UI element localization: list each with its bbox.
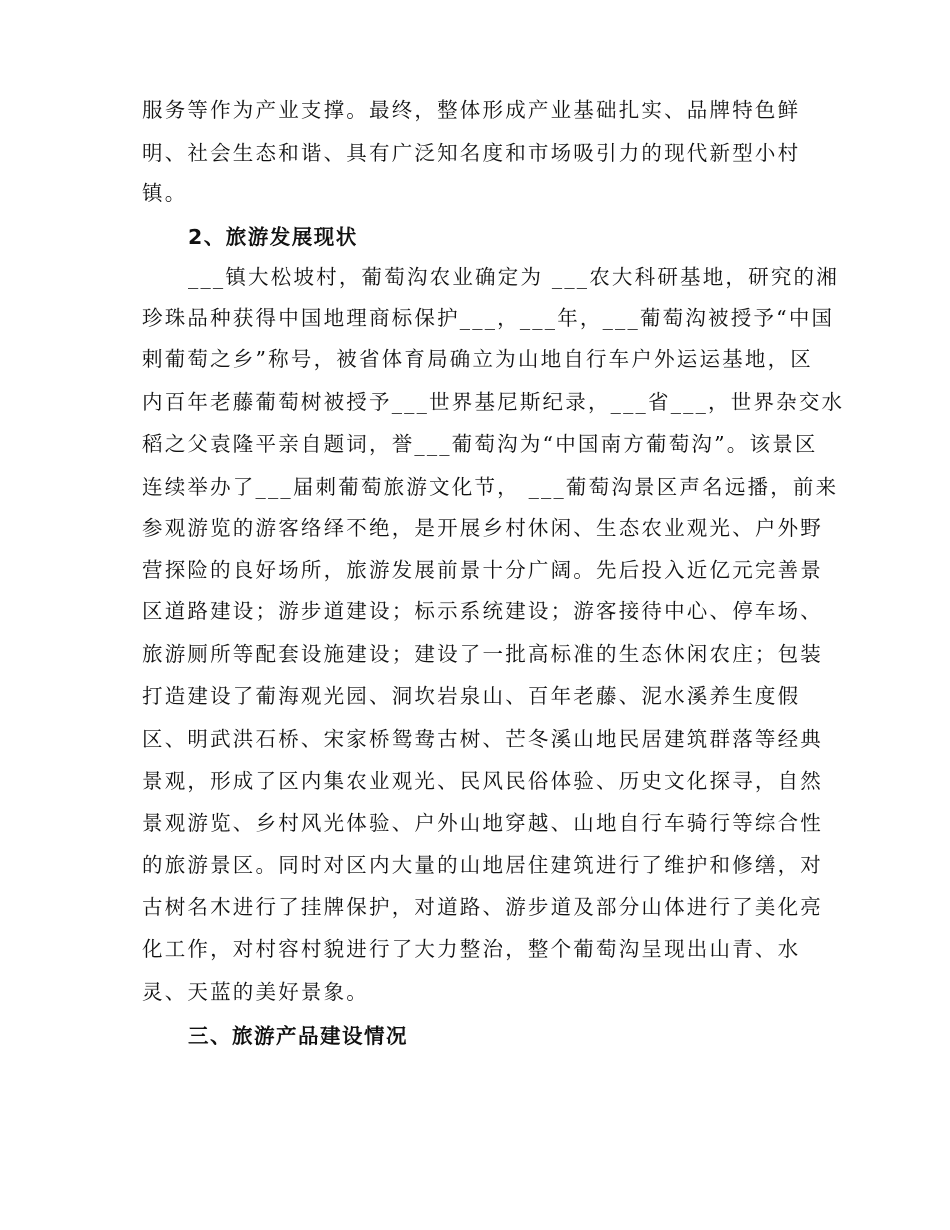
section-heading: 2、旅游发展现状 xyxy=(188,225,358,249)
paragraph-line: 明、社会生态和谐、具有广泛知名度和市场吸引力的现代新型小村 xyxy=(142,141,801,165)
paragraph-line: 景观，形成了区内集农业观光、民风民俗体验、历史文化探寻，自然 xyxy=(142,769,823,793)
paragraph-line: 镇。 xyxy=(142,181,188,205)
paragraph-line: 化工作，对村容村貌进行了大力整治，整个葡萄沟呈现出山青、水 xyxy=(142,937,801,961)
paragraph-line: 珍珠品种获得中国地理商标保护___，___年，___葡萄沟被授予“中国 xyxy=(142,306,835,330)
paragraph-line: 服务等作为产业支撑。最终，整体形成产业基础扎实、品牌特色鲜 xyxy=(142,98,801,122)
paragraph-line: 古树名木进行了挂牌保护，对道路、游步道及部分山体进行了美化亮 xyxy=(142,895,823,919)
paragraph-line: 营探险的良好场所，旅游发展前景十分广阔。先后投入近亿元完善景 xyxy=(142,558,823,582)
section-heading: 三、旅游产品建设情况 xyxy=(188,1024,408,1048)
paragraph-line: 区、明武洪石桥、宋家桥鸳鸯古树、芒冬溪山地民居建筑群落等经典 xyxy=(142,727,823,751)
paragraph-line: 区道路建设；游步道建设；标示系统建设；游客接待中心、停车场、 xyxy=(142,599,823,623)
paragraph-line: 参观游览的游客络绎不绝，是开展乡村休闲、生态农业观光、户外野 xyxy=(142,516,823,540)
paragraph-line: 旅游厕所等配套设施建设；建设了一批高标准的生态休闲农庄；包装 xyxy=(142,642,823,666)
paragraph-line: 连续举办了___届刺葡萄旅游文化节， ___葡萄沟景区声名远播，前来 xyxy=(142,475,839,499)
paragraph-line: 景观游览、乡村风光体验、户外山地穿越、山地自行车骑行等综合性 xyxy=(142,811,823,835)
paragraph-line: 灵、天蓝的美好景象。 xyxy=(142,980,369,1004)
paragraph-line: 稻之父袁隆平亲自题词，誉___葡萄沟为“中国南方葡萄沟”。该景区 xyxy=(142,432,818,456)
paragraph-line: 内百年老藤葡萄树被授予___世界基尼斯纪录，___省___，世界杂交水 xyxy=(142,390,845,414)
paragraph-line: ___镇大松坡村，葡萄沟农业确定为 ___农大科研基地，研究的湘 xyxy=(188,265,839,289)
paragraph-line: 剌葡萄之乡”称号，被省体育局确立为山地自行车户外运运基地，区 xyxy=(142,347,813,371)
paragraph-line: 打造建设了葡海观光园、洞坎岩泉山、百年老藤、泥水溪养生度假 xyxy=(142,684,801,708)
paragraph-line: 的旅游景区。同时对区内大量的山地居住建筑进行了维护和修缮，对 xyxy=(142,853,823,877)
